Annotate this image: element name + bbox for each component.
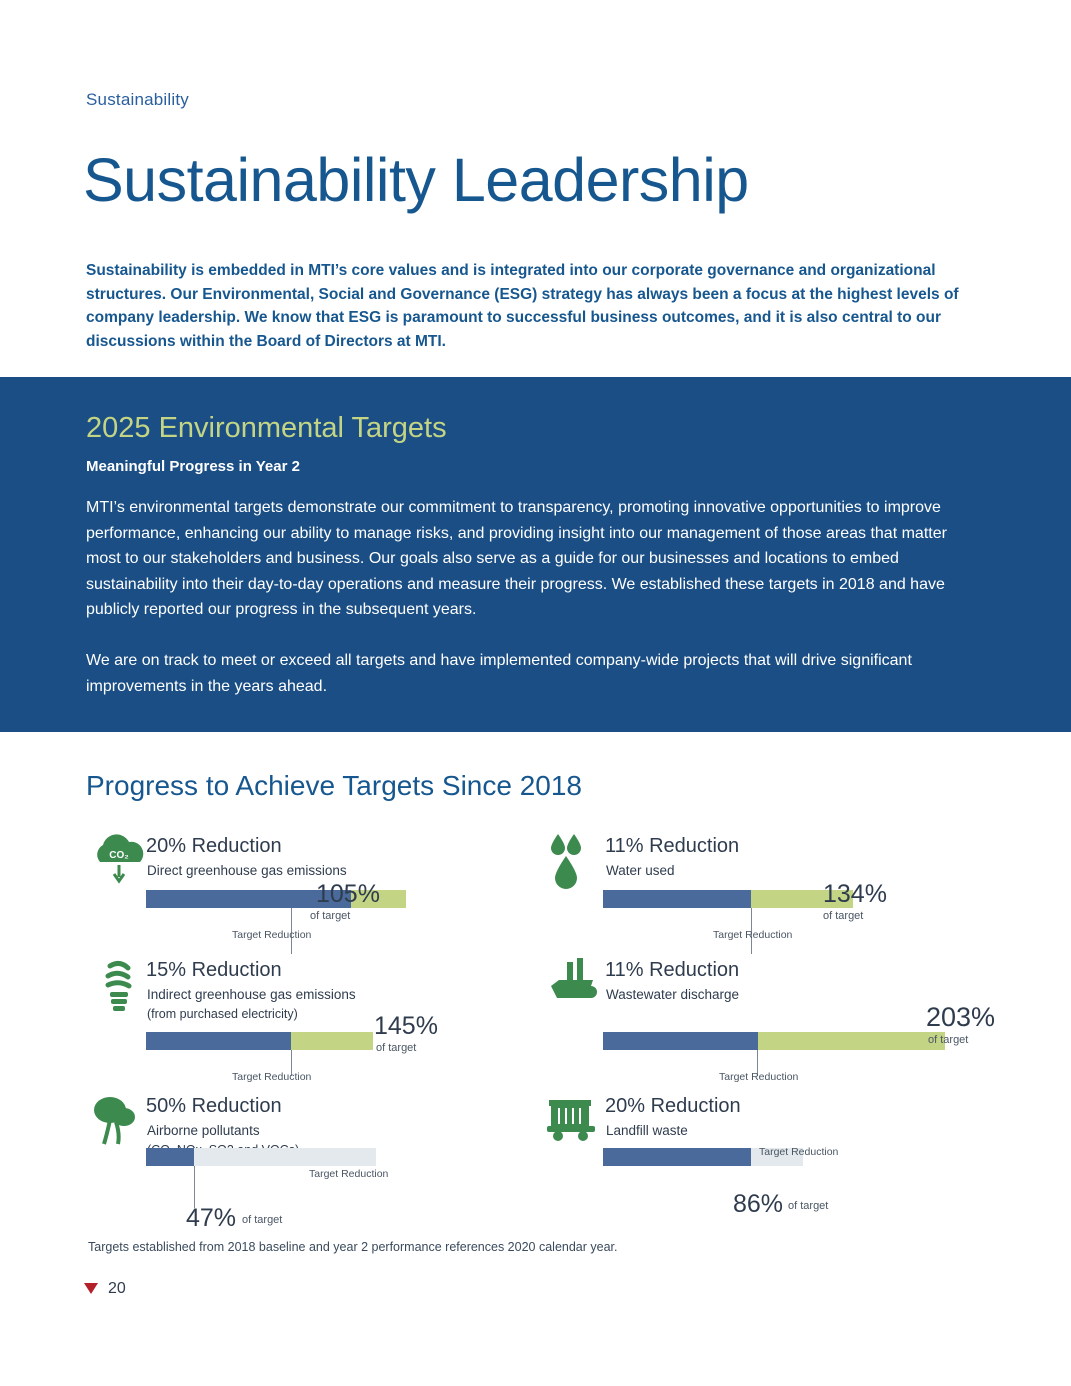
- metric-value: 134%: [823, 880, 887, 908]
- metric-value: 105%: [316, 880, 380, 908]
- metric-value: 203%: [926, 1002, 996, 1032]
- metric-sub: Wastewater discharge: [606, 987, 740, 1002]
- metric-headline: 20% Reduction: [146, 835, 282, 857]
- smokestack-tree-icon: [86, 1092, 152, 1154]
- wastewater-pipe-icon: [545, 956, 611, 1018]
- page-marker-icon: [84, 1283, 98, 1294]
- metric-headline: 11% Reduction: [605, 959, 740, 981]
- metric-unit: of target: [823, 910, 864, 922]
- band-title: 2025 Environmental Targets: [86, 412, 447, 444]
- water-droplets-icon: [545, 832, 611, 894]
- metric-bar: [603, 890, 853, 908]
- metric-headline: 50% Reduction: [146, 1095, 282, 1117]
- metric-value: 145%: [374, 1012, 438, 1040]
- metric-headline: 20% Reduction: [605, 1095, 741, 1117]
- metric-sub: Water used: [606, 863, 675, 878]
- band-subtitle: Meaningful Progress in Year 2: [86, 458, 300, 475]
- co2-cloud-icon: [86, 832, 152, 894]
- target-reduction-label: Target Reduction: [232, 929, 312, 941]
- target-reduction-label: Target Reduction: [309, 1168, 389, 1180]
- band-paragraph-2: We are on track to meet or exceed all targets and have implemented company-wide projects that will drive significant improvements in the years ahead.: [86, 652, 912, 695]
- progress-section-title: Progress to Achieve Targets Since 2018: [86, 770, 583, 801]
- metric-unit: of target: [310, 910, 351, 922]
- metric-sub: Landfill waste: [606, 1123, 688, 1138]
- metric-sub2: (from purchased electricity): [147, 1007, 298, 1021]
- metric-sub: Direct greenhouse gas emissions: [147, 863, 347, 878]
- section-eyebrow: Sustainability: [86, 90, 189, 109]
- metric-sub: Airborne pollutants: [147, 1123, 260, 1138]
- target-reduction-label: Target Reduction: [759, 1146, 839, 1158]
- metric-value: 47%: [186, 1204, 237, 1232]
- target-reduction-label: Target Reduction: [719, 1071, 799, 1083]
- garbage-truck-icon: [545, 1092, 611, 1154]
- metric-unit: of target: [788, 1200, 829, 1212]
- metric-bar: [603, 1032, 945, 1050]
- metric-value: 86%: [733, 1190, 784, 1218]
- metric-headline: 11% Reduction: [605, 835, 740, 857]
- footnote: Targets established from 2018 baseline and year 2 performance references 2020 calendar year.: [88, 1240, 618, 1254]
- lightbulb-icon: [86, 956, 152, 1018]
- page-title: Sustainability Leadership: [83, 146, 749, 214]
- metric-bar: [146, 1032, 373, 1050]
- target-tick: [194, 1166, 195, 1208]
- target-reduction-label: Target Reduction: [713, 929, 793, 941]
- target-reduction-label: Target Reduction: [232, 1071, 312, 1083]
- metric-sub: Indirect greenhouse gas emissions: [147, 987, 356, 1002]
- metric-headline: 15% Reduction: [146, 959, 282, 981]
- metric-bar: [146, 1148, 376, 1166]
- intro-paragraph: Sustainability is embedded in MTI’s core values and is integrated into our corporate governance and organizational structures. Our Environmental, Social and Governance (ESG) strategy has always been a focus at the highest levels of company leadership. We know that ESG is paramount to successful business outcomes, and it is also central to our discussions within the Board of Directors at MTI.: [86, 262, 959, 350]
- metric-unit: of target: [376, 1042, 417, 1054]
- page-number: 20: [108, 1280, 126, 1297]
- metric-unit: of target: [242, 1214, 283, 1226]
- metric-unit: of target: [928, 1034, 969, 1046]
- band-paragraph-1: MTI’s environmental targets demonstrate our commitment to transparency, promoting innovative opportunities to improve performance, enhancing our ability to manage risks, and providing insight into our management of those areas that matter most to our stakeholders and business. Our goals also serve as a guide for our businesses and locations to embed sustainability into their day-to-day operations and measure their progress. We established these targets in 2018 and have publicly reported our progress in the subsequent years.: [86, 499, 947, 618]
- svg-text:CO₂: CO₂: [109, 850, 129, 861]
